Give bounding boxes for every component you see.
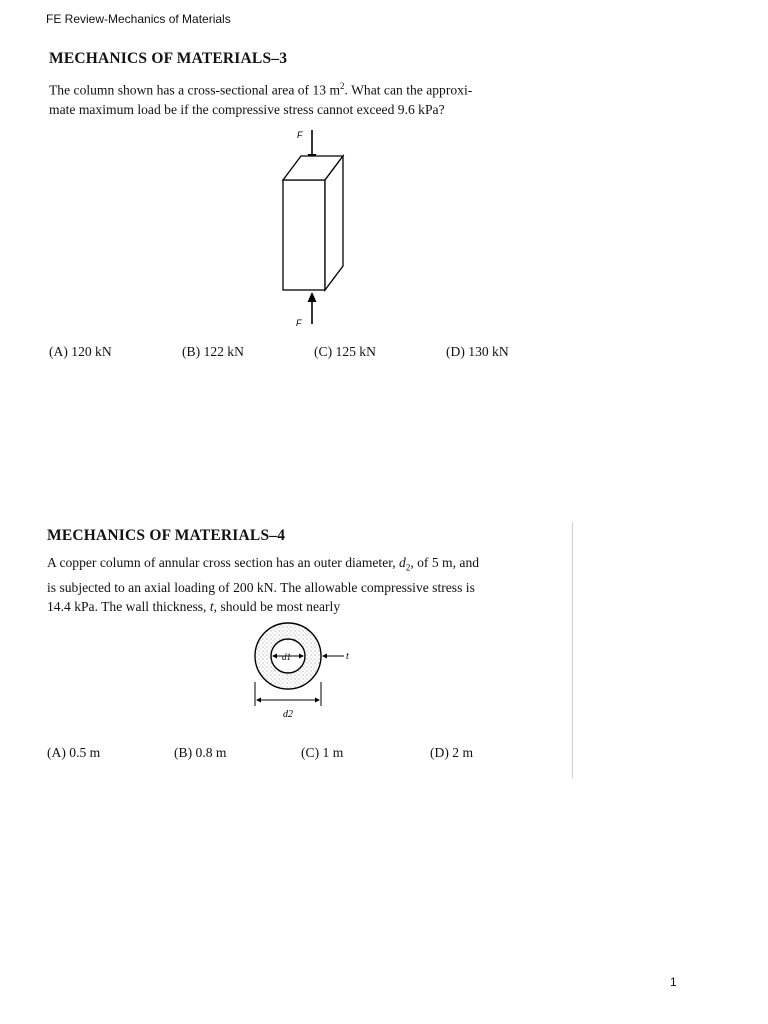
column-side-face	[325, 156, 343, 290]
problem-4-line-1b: , of 5 m, and	[410, 555, 480, 570]
choice-d: (D) 130 kN	[446, 344, 509, 359]
thickness-label: t	[346, 651, 349, 662]
column-figure	[272, 126, 362, 332]
problem-3-line-1	[49, 77, 589, 100]
choice-a: (A) 0.5 m	[47, 745, 101, 760]
problem-4	[36, 522, 573, 778]
annulus-figure	[246, 618, 366, 724]
column-diagram	[272, 126, 362, 332]
outer-diameter-symbol: d	[399, 555, 406, 570]
choice-b: (B) 0.8 m	[174, 745, 227, 760]
problem-3-title: MECHANICS OF MATERIALS–3	[49, 50, 288, 67]
column-front-face	[283, 180, 325, 290]
bottom-force-arrowhead	[308, 292, 317, 302]
annulus-diagram	[246, 618, 366, 724]
problem-3	[40, 44, 592, 370]
problem-3-line-1b: . What can the approxi-	[344, 82, 473, 98]
problem-3-line-1a: The column shown has a cross-sectional area of 13 m	[49, 82, 341, 98]
thickness-symbol: t	[209, 598, 214, 614]
problem-3-line-2: mate maximum load be if the compressive stress cannot exceed 9.6 kPa?	[49, 101, 445, 117]
problem-4-line-1	[47, 553, 559, 578]
outer-dim-arrow-left	[256, 698, 261, 703]
problem-4-line-2: is subjected to an axial loading of 200 kN. The allowable compressive stress is	[47, 579, 475, 595]
problem-4-title: MECHANICS OF MATERIALS–4	[47, 527, 286, 544]
choice-d: (D) 2 m	[430, 745, 474, 760]
choice-c: (C) 1 m	[301, 745, 344, 760]
top-force-label: F	[297, 130, 303, 140]
thickness-arrowhead	[322, 654, 327, 659]
outer-diameter-subscript: 2	[405, 562, 411, 573]
area-exponent: 2	[340, 81, 345, 91]
outer-dim-arrow-right	[315, 698, 320, 703]
problem-4-line-1a: A copper column of annular cross section has an outer diameter,	[47, 555, 400, 570]
choice-a: (A) 120 kN	[49, 344, 112, 359]
problem-4-line-3	[47, 597, 559, 616]
outer-diameter-label: d2	[283, 709, 293, 720]
choice-c: (C) 125 kN	[314, 344, 376, 359]
choice-b: (B) 122 kN	[182, 344, 244, 359]
page-header: FE Review-Mechanics of Materials	[46, 12, 231, 26]
page-number: 1	[670, 975, 677, 989]
problem-3-text	[49, 77, 589, 119]
problem-4-text	[47, 553, 559, 616]
bottom-force-label: F	[296, 318, 302, 328]
problem-4-line-3a: 14.4 kPa. The wall thickness,	[47, 598, 210, 614]
problem-4-line-3b: , should be most nearly	[213, 598, 341, 614]
inner-diameter-label: d1	[282, 652, 291, 662]
